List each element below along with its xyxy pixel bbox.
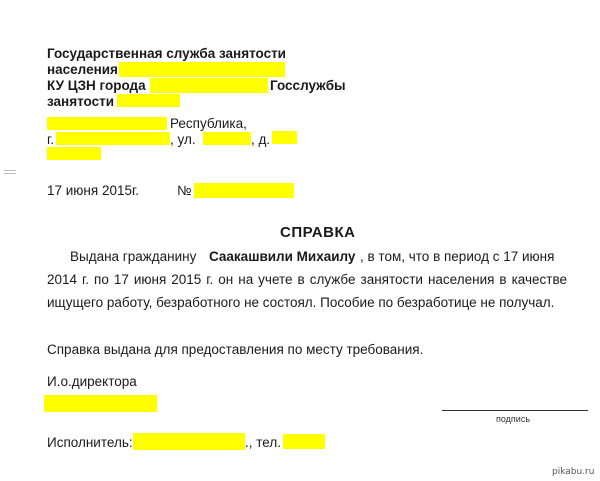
redaction-region bbox=[119, 62, 285, 77]
redaction-addr-extra bbox=[47, 147, 101, 160]
redaction-addr-street bbox=[203, 132, 251, 145]
redaction-executor bbox=[133, 433, 245, 450]
addr-city-prefix: г. bbox=[47, 132, 55, 147]
para1-line3: ищущего работу, безработного не состоял. Пособие по безработице не получал. bbox=[47, 295, 555, 310]
org-line-3a: КУ ЦЗН города bbox=[47, 78, 146, 93]
org-line-4: занятости bbox=[47, 94, 114, 109]
redaction-addressee bbox=[47, 117, 167, 130]
redaction-service bbox=[117, 94, 180, 107]
signature-line bbox=[442, 410, 588, 411]
watermark-text: pikabu.ru bbox=[552, 467, 595, 477]
director-label: И.о.директора bbox=[47, 374, 137, 389]
para1-name: Саакашвили Михаилу bbox=[209, 249, 356, 264]
org-line-2: населения bbox=[47, 62, 118, 77]
scan-mark bbox=[4, 173, 16, 174]
org-line-1: Государственная служба занятости bbox=[47, 46, 286, 61]
redaction-city bbox=[150, 78, 268, 93]
document-title: СПРАВКА bbox=[280, 224, 356, 241]
signature-label: подпись bbox=[496, 414, 531, 424]
redaction-director bbox=[44, 395, 157, 412]
executor-label: Исполнитель: bbox=[47, 435, 133, 450]
scan-mark bbox=[4, 170, 16, 171]
document-date: 17 июня 2015г. bbox=[47, 183, 140, 198]
para2: Справка выдана для предоставления по месту требования. bbox=[47, 342, 424, 357]
para1-line1-a: Выдана гражданину bbox=[70, 249, 197, 264]
para1-line2: 2014 г. по 17 июня 2015 г. он на учете в службе занятости населения в качестве bbox=[47, 272, 567, 287]
org-line-3b: Госслужбы bbox=[270, 78, 346, 93]
redaction-addr-city bbox=[56, 132, 170, 145]
addr-street-prefix: , ул. bbox=[170, 132, 196, 147]
number-label: № bbox=[177, 183, 192, 198]
redaction-phone bbox=[283, 434, 325, 449]
addr-house-prefix: , д. bbox=[251, 132, 271, 147]
addr-republic: Республика, bbox=[170, 116, 247, 131]
para1-line1-b: , в том, что в период с 17 июня bbox=[360, 249, 555, 264]
phone-label: ., тел. bbox=[245, 435, 281, 450]
redaction-addr-house bbox=[272, 131, 297, 144]
redaction-number bbox=[194, 183, 294, 198]
